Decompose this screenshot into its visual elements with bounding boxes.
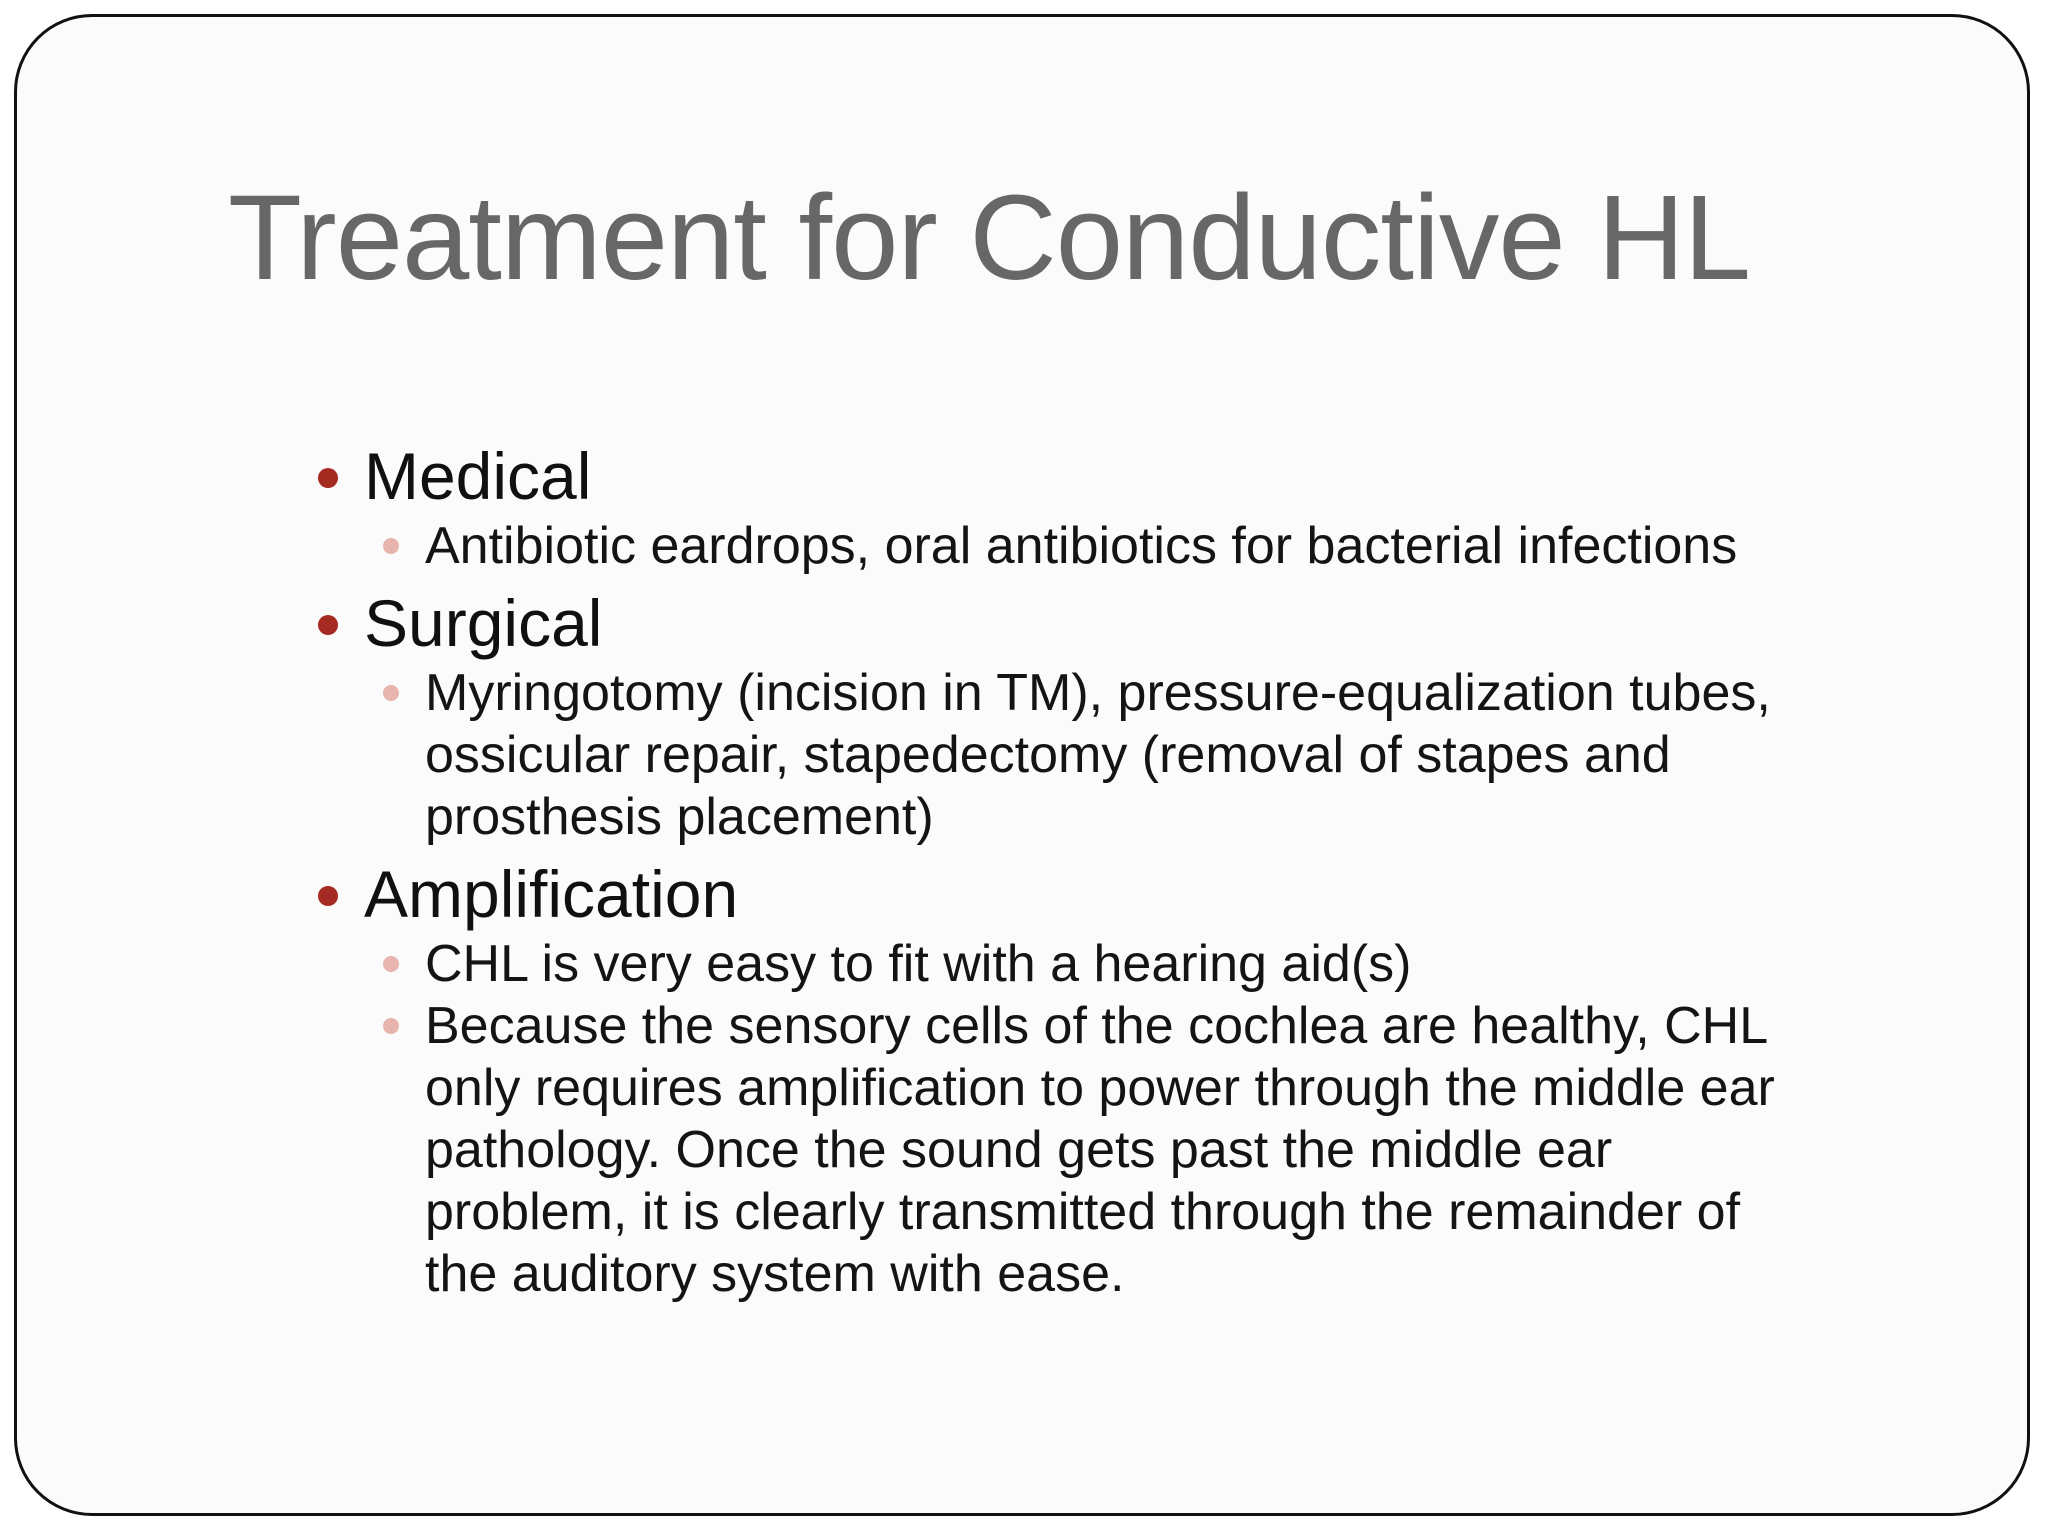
subbullet-text: Because the sensory cells of the cochlea are healthy, CHL only requires amplification to power through the middle ear pathology. Once the sound gets past the middle ear problem, it is clearly transmitted through the remainder of the auditory system with ease. [425,997,1775,1303]
slide-title: Treatment for Conductive HL [228,169,1751,305]
secondary-bullet-icon [383,538,399,554]
subbullet-item [297,515,1937,577]
section-heading-medical: Medical [364,439,592,513]
section-heading-surgical: Surgical [364,586,603,660]
amplification-subitems [297,933,1937,1305]
subbullet-item [297,933,1937,995]
bullet-section-medical [297,437,1937,515]
surgical-subitems [297,662,1937,848]
primary-bullet-icon [318,615,338,635]
secondary-bullet-icon [383,956,399,972]
section-heading-amplification: Amplification [364,857,739,931]
primary-bullet-icon [318,886,338,906]
slide-content [297,437,1937,1312]
subbullet-item [297,995,1937,1305]
subbullet-text: Myringotomy (incision in TM), pressure-equalization tubes, ossicular repair, stapedectomy (removal of stapes and prosthesis placement) [425,664,1771,846]
subbullet-text: CHL is very easy to fit with a hearing aid(s) [425,935,1412,993]
subbullet-item [297,662,1937,848]
bullet-section-surgical [297,584,1937,662]
bullet-section-amplification [297,855,1937,933]
slide-frame [14,14,2030,1516]
subbullet-text: Antibiotic eardrops, oral antibiotics for bacterial infections [425,517,1738,575]
primary-bullet-icon [318,468,338,488]
medical-subitems [297,515,1937,577]
secondary-bullet-icon [383,1018,399,1034]
secondary-bullet-icon [383,685,399,701]
